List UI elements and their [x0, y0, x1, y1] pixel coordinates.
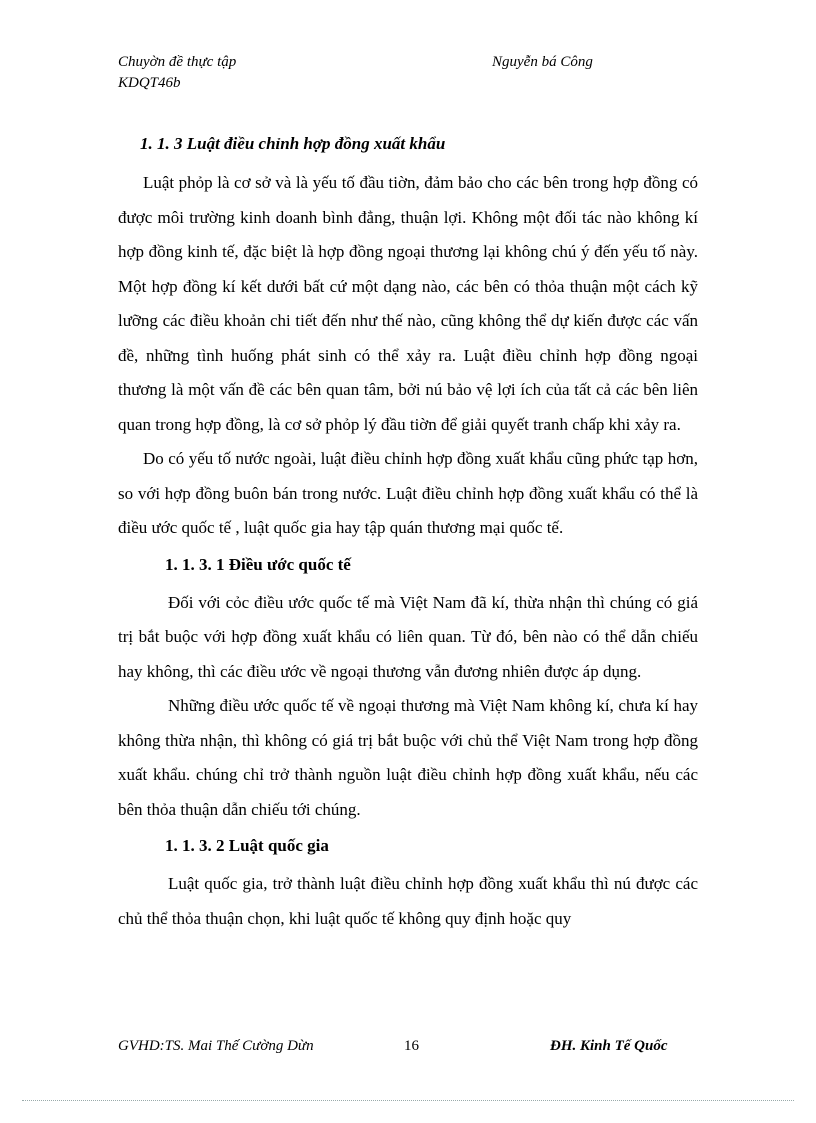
- bottom-divider: [22, 1100, 794, 1101]
- paragraph: Do có yếu tố nước ngoài, luật điều chỉnh hợp đồng xuất khẩu cũng phức tạp hơn, so với hợp đồng buôn bán trong nước. Luật điều chỉnh hợp đồng xuất khẩu có thể là điều ước quốc tế , luật quốc gia hay tập quán thương mại quốc tế.: [118, 449, 698, 537]
- main-content: [118, 132, 698, 936]
- header-left: [118, 52, 236, 94]
- paragraph: Đối với cỏc điều ước quốc tế mà Việt Nam đã kí, thừa nhận thì chúng có giá trị bắt buộc với hợp đồng xuất khẩu có liên quan. Từ đó, bên nào có thể dẫn chiếu hay không, thì các điều ước về ngoại thương vẫn đương nhiên được áp dụng.: [118, 592, 698, 681]
- subsection-title: 1. 1. 3. 1 Điều ước quốc tế: [165, 554, 351, 574]
- paragraph: Luật phỏp là cơ sở và là yếu tố đầu tiờn, đảm bảo cho các bên trong hợp đồng có được môi trường kinh doanh bình đẳng, thuận lợi. Không một đối tác nào không kí hợp đồng kinh tế, đặc biệt là hợp đồng ngoại thương lại không chú ý đến yếu tố này. Một hợp đồng kí kết dưới bất cứ một dạng nào, các bên có thỏa thuận một cách kỹ lưỡng các điều khoản chi tiết đến như thế nào, cũng không thể dự kiến được các vấn đề, những tình huống phát sinh có thể xảy ra. Luật điều chỉnh hợp đồng ngoại thương là một vấn đề các bên quan tâm, bởi nú bảo vệ lợi ích của tất cả các bên liên quan trong hợp đồng, là cơ sở phỏp lý đầu tiờn để giải quyết tranh chấp khi xảy ra.: [118, 173, 698, 434]
- footer-university: ĐH. Kinh Tế Quốc: [550, 1038, 668, 1054]
- paragraph: Luật quốc gia, trở thành luật điều chỉnh hợp đồng xuất khẩu thì nú được các chủ thể thỏa thuận chọn, khi luật quốc tế không quy định hoặc quy: [118, 874, 698, 928]
- header-course: Chuyờn đề thực tập: [118, 54, 237, 70]
- section-title: 1. 1. 3 Luật điều chỉnh hợp đồng xuất khẩu: [140, 134, 446, 153]
- footer-advisor: GVHD:TS. Mai Thế Cường Dừn: [118, 1038, 314, 1054]
- paragraph: Những điều ước quốc tế về ngoại thương mà Việt Nam không kí, chưa kí hay không thừa nhận, thì không có giá trị bắt buộc với chủ thể Việt Nam trong hợp đồng xuất khẩu. chúng chỉ trở thành nguồn luật điều chỉnh hợp đồng xuất khẩu, nếu các bên thỏa thuận dẫn chiếu tới chúng.: [118, 696, 698, 819]
- subsection-title: 1. 1. 3. 2 Luật quốc gia: [165, 836, 329, 855]
- page-number: 16: [404, 1038, 419, 1054]
- page-footer: [118, 1036, 698, 1076]
- header-class: KDQT46b: [118, 75, 181, 91]
- header-author: Nguyễn bá Công: [492, 54, 593, 70]
